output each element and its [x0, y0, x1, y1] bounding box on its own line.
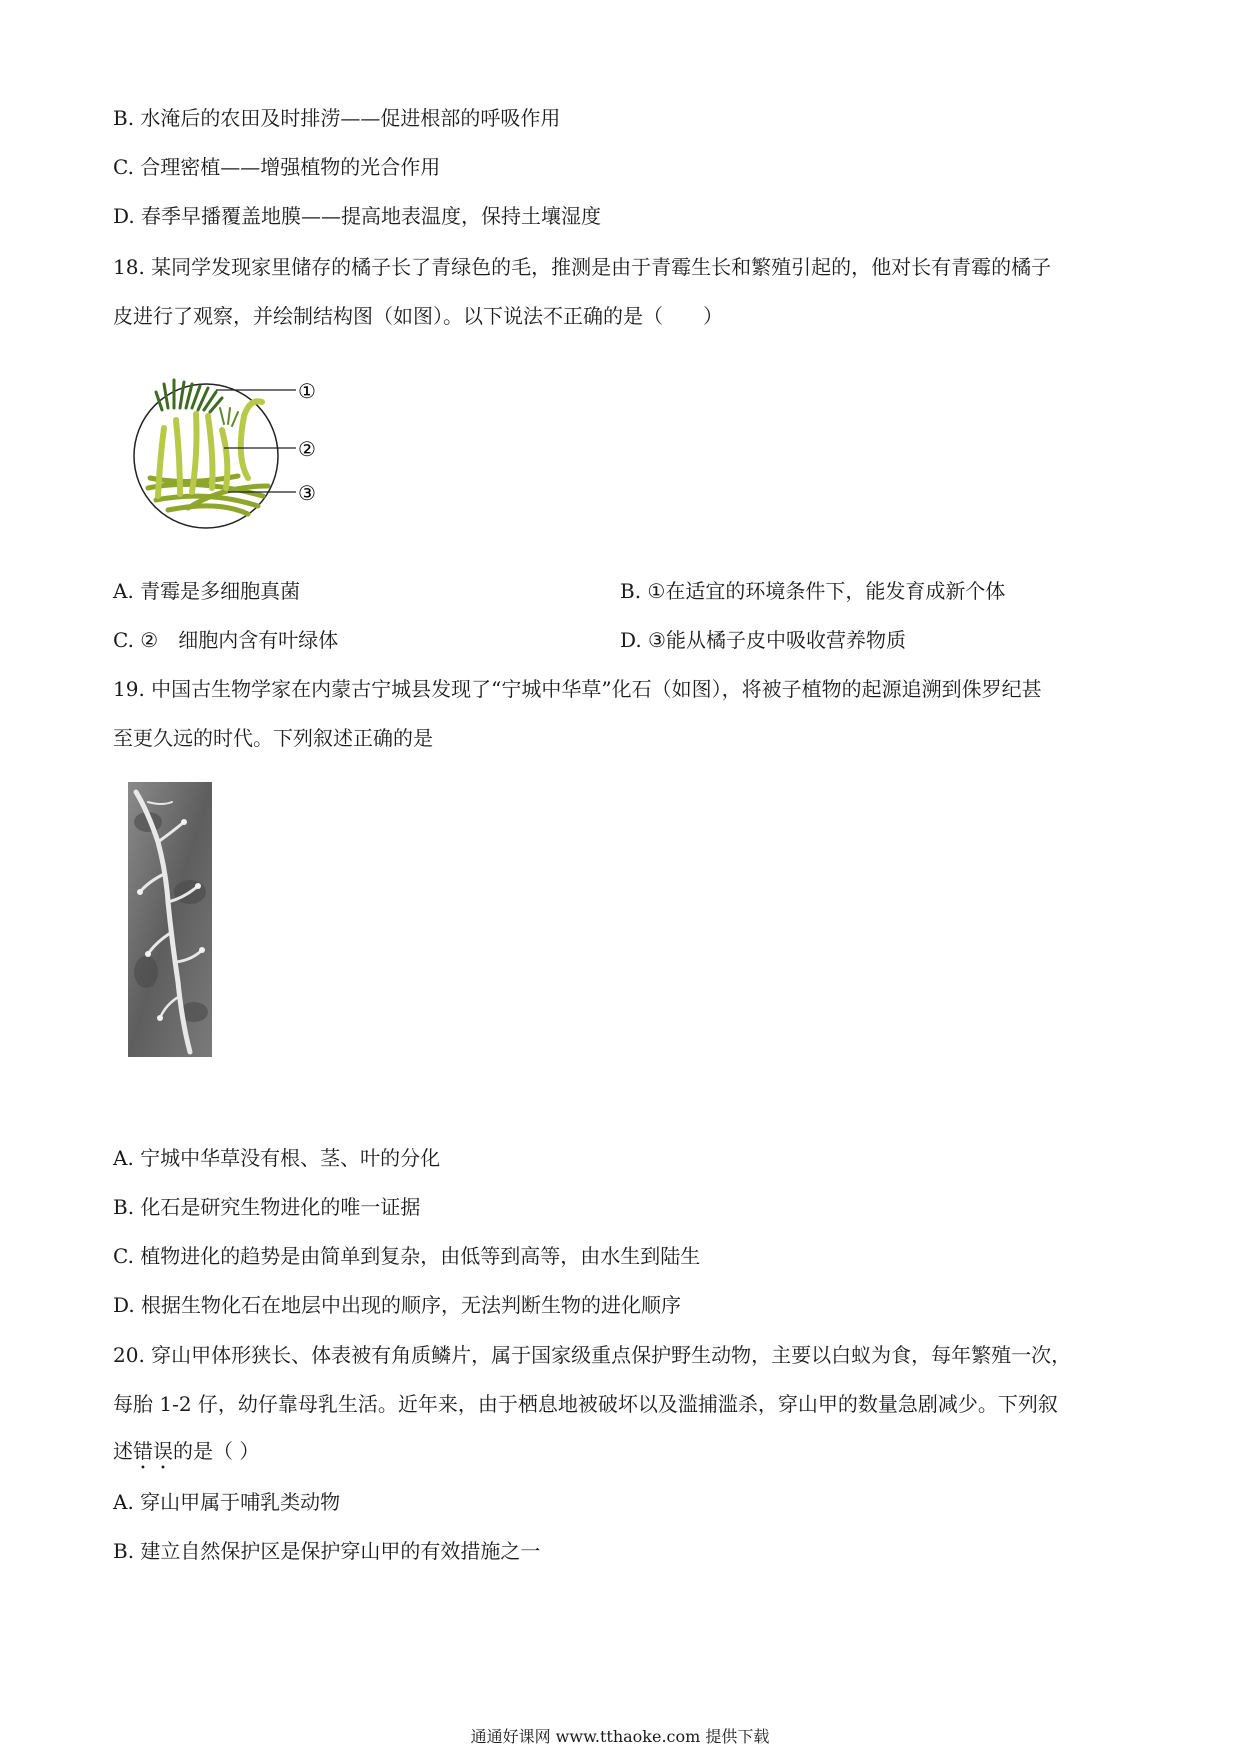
q18-option-c: C. ② 细胞内含有叶绿体 — [113, 628, 339, 652]
q18-stem-line1: 18. 某同学发现家里储存的橘子长了青绿色的毛，推测是由于青霉生长和繁殖引起的，他对长有青霉的橘子 — [113, 255, 1052, 279]
q18-option-a: A. 青霉是多细胞真菌 — [113, 579, 301, 603]
q20-line3-pre: 述 — [113, 1439, 133, 1463]
page-footer: 通通好课网 www.tthaoke.com 提供下载 — [470, 1727, 770, 1746]
label-2: ② — [298, 437, 316, 461]
q17-option-b: B. 水淹后的农田及时排涝——促进根部的呼吸作用 — [113, 106, 561, 130]
q18-option-d: D. ③能从橘子皮中吸收营养物质 — [620, 628, 906, 652]
q20-stem-line2: 每胎 1-2 仔，幼仔靠母乳生活。近年来，由于栖息地被破坏以及滥捕滥杀，穿山甲的数量急剧减少。下列叙 — [113, 1392, 1058, 1416]
q19-stem-line1: 19. 中国古生物学家在内蒙古宁城县发现了“宁城中华草”化石（如图），将被子植物的起源追溯到侏罗纪甚 — [113, 677, 1042, 701]
q20-stem-line3 — [113, 1437, 259, 1474]
q17-option-d: D. 春季早播覆盖地膜——提高地表温度，保持土壤湿度 — [113, 204, 602, 228]
q20-emphasis-word: 错误 — [133, 1439, 173, 1463]
q19-stem-line2: 至更久远的时代。下列叙述正确的是 — [113, 726, 433, 750]
penicillium-structure-figure — [128, 368, 328, 538]
q20-stem-line1: 20. 穿山甲体形狭长、体表被有角质鳞片，属于国家级重点保护野生动物，主要以白蚁为食，每年繁殖一次， — [113, 1343, 1072, 1367]
q20-option-a: A. 穿山甲属于哺乳类动物 — [113, 1490, 341, 1514]
q19-option-b: B. 化石是研究生物进化的唯一证据 — [113, 1195, 421, 1219]
q20-line3-post: 的是（ ） — [173, 1439, 260, 1463]
q19-option-d: D. 根据生物化石在地层中出现的顺序，无法判断生物的进化顺序 — [113, 1293, 682, 1317]
q17-option-c: C. 合理密植——增强植物的光合作用 — [113, 155, 441, 179]
q19-option-a: A. 宁城中华草没有根、茎、叶的分化 — [113, 1146, 441, 1170]
q20-option-b: B. 建立自然保护区是保护穿山甲的有效措施之一 — [113, 1539, 541, 1563]
label-3: ③ — [298, 481, 316, 505]
label-1: ① — [298, 379, 316, 403]
fossil-photo — [128, 782, 212, 1057]
q18-stem-line2: 皮进行了观察，并绘制结构图（如图）。以下说法不正确的是（ ） — [113, 304, 723, 328]
q18-option-b: B. ①在适宜的环境条件下，能发育成新个体 — [620, 579, 1006, 603]
q19-option-c: C. 植物进化的趋势是由简单到复杂，由低等到高等，由水生到陆生 — [113, 1244, 701, 1268]
